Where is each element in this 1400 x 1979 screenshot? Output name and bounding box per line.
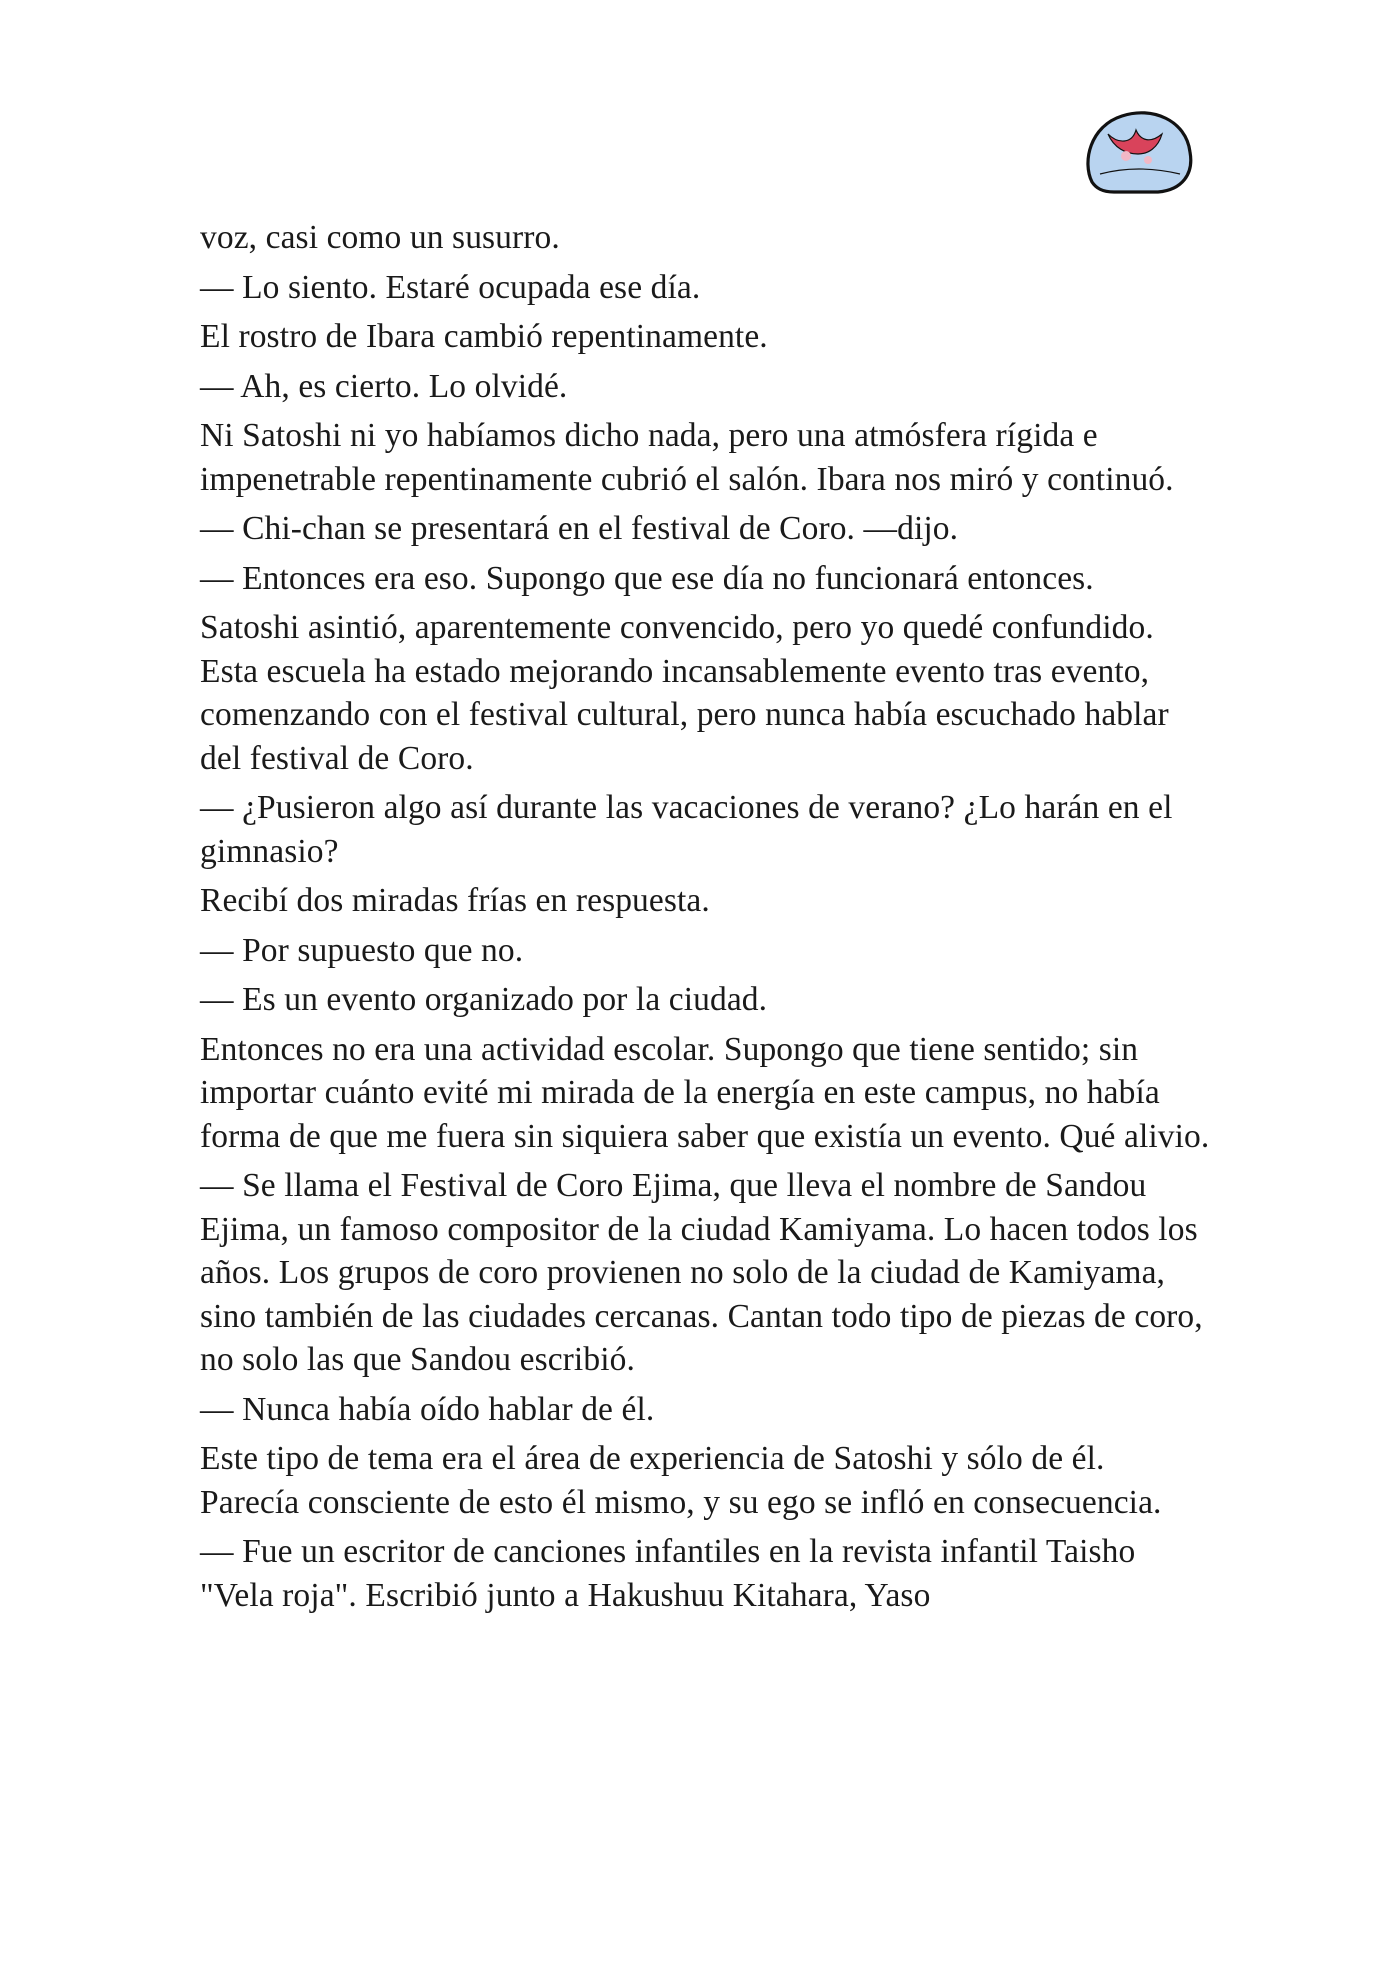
paragraph: El rostro de Ibara cambió repentinamente. (200, 318, 768, 355)
paragraph: voz, casi como un susurro. (200, 219, 560, 256)
dialogue-line: — Fue un escritor de canciones infantiles en la revista infantil Taisho "Vela roja". Escribió junto a Hakushuu Kitahara, Yaso (200, 1533, 1136, 1614)
dialogue-line: — Ah, es cierto. Lo olvidé. (200, 367, 568, 405)
dialogue-line: — Se llama el Festival de Coro Ejima, que lleva el nombre de Sandou Ejima, un famoso compositor de la ciudad Kamiyama. Lo hacen todos los años. Los grupos de coro provienen no solo de la ciudad de Kamiyama, sino también de las ciudades cercanas. Cantan todo tipo de piezas de coro, no solo las que Sandou escribió. (200, 1167, 1203, 1378)
paragraph: Este tipo de tema era el área de experiencia de Satoshi y sólo de él. Parecía consciente de esto él mismo, y su ego se infló en consecuencia. (200, 1440, 1162, 1521)
dialogue-line: — Por supuesto que no. (200, 931, 524, 969)
dialogue-line: — Entonces era eso. Supongo que ese día no funcionará entonces. (200, 559, 1094, 597)
heart-bird-logo-icon (1078, 104, 1198, 200)
paragraph: Ni Satoshi ni yo habíamos dicho nada, pero una atmósfera rígida e impenetrable repentinamente cubrió el salón. Ibara nos miró y continuó. (200, 417, 1174, 498)
dialogue-line: — Nunca había oído hablar de él. (200, 1390, 655, 1428)
dialogue-line: — Lo siento. Estaré ocupada ese día. (200, 268, 701, 306)
yuusan-sub-logo (1078, 104, 1198, 200)
dialogue-line: — Chi-chan se presentará en el festival de Coro. —dijo. (200, 510, 959, 547)
dialogue-line: — Es un evento organizado por la ciudad. (200, 981, 768, 1018)
dialogue-line: — ¿Pusieron algo así durante las vacaciones de verano? ¿Lo harán en el gimnasio? (200, 789, 1173, 870)
paragraph: Recibí dos miradas frías en respuesta. (200, 882, 710, 919)
paragraph: Entonces no era una actividad escolar. Supongo que tiene sentido; sin importar cuánto evité mi mirada de la energía en este campus, no había forma de que me fuera sin siquiera saber que existía un evento. Qué alivio. (200, 1030, 1210, 1155)
paragraph: Satoshi asintió, aparentemente convencido, pero yo quedé confundido. Esta escuela ha estado mejorando incansablemente evento tras evento, comenzando con el festival cultural, pero nunca había escuchado hablar del festival de Coro. (200, 609, 1169, 777)
page-text (200, 216, 1210, 1623)
